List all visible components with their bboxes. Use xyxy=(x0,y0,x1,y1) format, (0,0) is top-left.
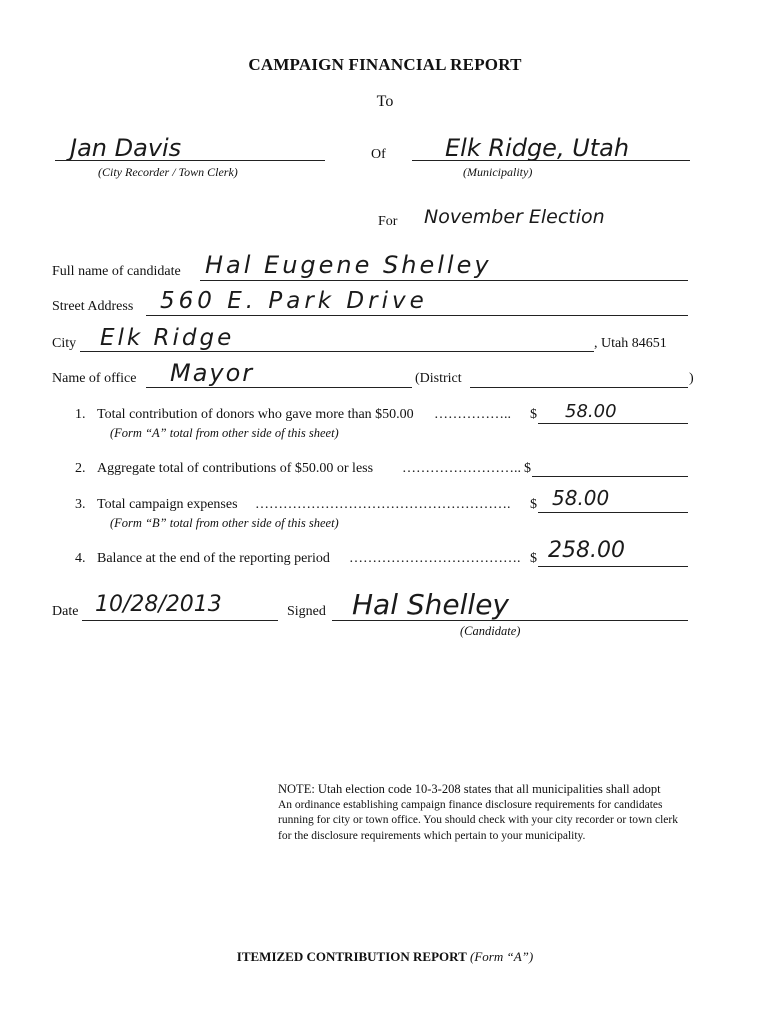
item-value: 258.00 xyxy=(548,538,625,563)
municipality-line xyxy=(412,160,690,161)
for-label: For xyxy=(378,214,398,229)
note-line: An ordinance establishing campaign finance disclosure requirements for candidates xyxy=(278,798,663,811)
item-text: Balance at the end of the reporting period xyxy=(97,551,330,566)
signature-value: Hal Shelley xyxy=(352,588,509,621)
street-line xyxy=(146,315,688,316)
item-dots: ………………………………………………. xyxy=(255,497,511,512)
date-line xyxy=(82,620,278,621)
item-text: Aggregate total of contributions of $50.00 or less xyxy=(97,461,374,476)
item-subnote: (Form “B” total from other side of this sheet) xyxy=(110,516,339,530)
item-line xyxy=(532,476,688,477)
footer-bold: ITEMIZED CONTRIBUTION REPORT xyxy=(236,949,467,964)
footer-italic: (Form “A”) xyxy=(470,949,534,964)
office-label: Name of office xyxy=(52,371,137,386)
district-label: (District xyxy=(415,371,462,386)
recorder-name: Jan Davis xyxy=(70,134,182,162)
recorder-caption: (City Recorder / Town Clerk) xyxy=(98,165,238,179)
office-value: Mayor xyxy=(170,359,255,387)
item-value: 58.00 xyxy=(565,401,617,422)
item-number: 1. xyxy=(75,407,86,422)
municipality-value: Elk Ridge, Utah xyxy=(445,134,630,162)
election-value: November Election xyxy=(424,206,605,228)
item-number: 4. xyxy=(75,551,86,566)
item-dollar: $ xyxy=(530,497,537,512)
district-line xyxy=(470,387,688,388)
item-line xyxy=(538,566,688,567)
item-text: Total campaign expenses xyxy=(97,497,238,512)
item-subnote: (Form “A” total from other side of this sheet) xyxy=(110,426,339,440)
municipality-caption: (Municipality) xyxy=(463,165,533,179)
state-zip: , Utah 84651 xyxy=(594,336,667,351)
note-line: NOTE: Utah election code 10-3-208 states that all municipalities shall adopt xyxy=(278,782,661,796)
item-dollar: $ xyxy=(524,461,531,476)
item-dots: …………….. xyxy=(434,407,511,422)
item-dollar: $ xyxy=(530,551,537,566)
signed-label: Signed xyxy=(287,604,326,619)
date-value: 10/28/2013 xyxy=(95,592,222,617)
candidate-name-label: Full name of candidate xyxy=(52,264,181,279)
recorder-line xyxy=(55,160,325,161)
form-title: CAMPAIGN FINANCIAL REPORT xyxy=(248,55,522,74)
item-line xyxy=(538,423,688,424)
candidate-name-value: Hal Eugene Shelley xyxy=(205,251,492,279)
item-number: 3. xyxy=(75,497,86,512)
city-value: Elk Ridge xyxy=(100,325,235,351)
item-dots: ………………………………. xyxy=(349,551,521,566)
candidate-name-line xyxy=(200,280,688,281)
footer-title xyxy=(0,949,770,965)
city-label: City xyxy=(52,336,77,351)
of-label: Of xyxy=(371,147,386,162)
item-text: Total contribution of donors who gave more than $50.00 xyxy=(97,407,414,422)
note-line: running for city or town office. You should check with your city recorder or town clerk xyxy=(278,814,678,826)
street-label: Street Address xyxy=(52,299,134,314)
note-line: for the disclosure requirements which pertain to your municipality. xyxy=(278,829,586,842)
district-close: ) xyxy=(689,371,694,386)
office-line xyxy=(146,387,412,388)
candidate-caption: (Candidate) xyxy=(460,624,521,638)
city-line xyxy=(80,351,594,352)
note-block xyxy=(278,782,738,844)
item-dots: …………………….. xyxy=(402,461,521,476)
item-value: 58.00 xyxy=(552,486,610,510)
date-label: Date xyxy=(52,604,79,619)
street-value: 560 E. Park Drive xyxy=(160,288,428,314)
to-label: To xyxy=(376,93,394,110)
item-number: 2. xyxy=(75,461,86,476)
item-dollar: $ xyxy=(530,407,537,422)
item-line xyxy=(538,512,688,513)
